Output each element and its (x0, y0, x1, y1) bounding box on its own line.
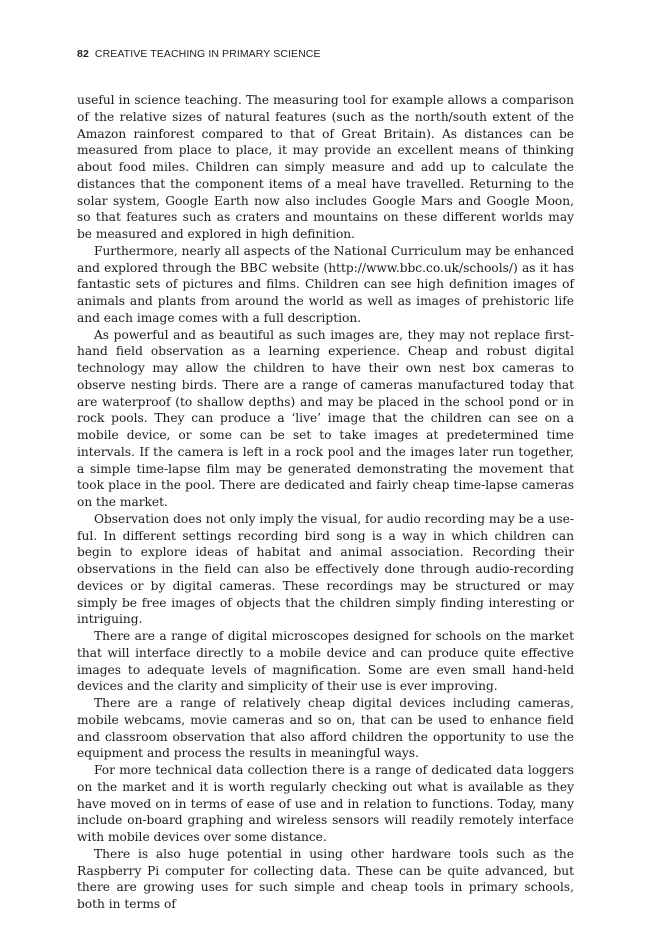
page-number: 82 (77, 48, 89, 60)
paragraph: There is also huge potential in using other hardware tools such as the Raspberry Pi computer for collecting data. These can be quite advanced, but there are growing uses for such simple and cheap tools in primary schools, both in terms of (77, 846, 574, 911)
paragraph: Furthermore, nearly all aspects of the National Curriculum may be enhanced and explored through the BBC website (http://www.bbc.co.uk/schools/) as it has fantastic sets of pictures and films. Children can see high definition images of animals and plants from around the world as well as images of prehistoric life and each image comes with a full description. (77, 243, 574, 325)
body-text (77, 92, 574, 913)
paragraph: There are a range of relatively cheap digital devices including cameras, mobile webcams, movie cameras and so on, that can be used to enhance field and classroom observation that also afford children the opportunity to use the equipment and process the results in meaningful ways. (77, 696, 574, 761)
running-head (77, 48, 321, 60)
paragraph: As powerful and as beautiful as such images are, they may not replace first-hand field observation as a learning experience. Cheap and robust digital technology may allow the children to have their own nest box cameras to observe nesting birds. There are a range of cameras manufactured today that are waterproof (to shallow depths) and may be placed in the school pond or in rock pools. They can produce a ‘live’ image that the children can see on a mobile device, or some can be set to take images at predetermined time intervals. If the camera is left in a rock pool and the images later run together, a simple time-lapse film may be generated demonstrating the movement that took place in the pool. There are dedicated and fairly cheap time-lapse cameras on the market. (77, 327, 574, 509)
paragraph: For more technical data collection there is a range of dedicated data loggers on the market and it is worth regularly checking out what is available as they have moved on in terms of ease of use and in relation to functions. Today, many include on-board graphing and wireless sensors will readily remotely interface with mobile devices over some distance. (77, 763, 574, 844)
paragraph: useful in science teaching. The measuring tool for example allows a comparison of the relative sizes of natural features (such as the north/south extent of the Amazon rainforest compared to that of Great Britain). As distances can be measured from place to place, it may provide an excellent means of thinking about food miles. Children can simply measure and add up to calculate the distances that the component items of a meal have travelled. Returning to the solar system, Google Earth now also includes Google Mars and Google Moon, so that features such as craters and mountains on these different worlds may be measured and explored in high definition. (77, 93, 574, 241)
paragraph: Observation does not only imply the visual, for audio recording may be a useful. In different settings recording bird song is a way in which children can begin to explore ideas of habitat and animal association. Recording their observations in the field can also be effectively done through audio-recording devices or by digital cameras. These recordings may be structured or may simply be free images of objects that the children simply finding interesting or intriguing. (77, 511, 574, 627)
paragraph: There are a range of digital microscopes designed for schools on the market that will interface directly to a mobile device and can produce quite effective images to adequate levels of magnification. Some are even small hand-held devices and the clarity and simplicity of their use is ever improving. (77, 629, 574, 694)
running-title: CREATIVE TEACHING IN PRIMARY SCIENCE (94, 48, 321, 60)
